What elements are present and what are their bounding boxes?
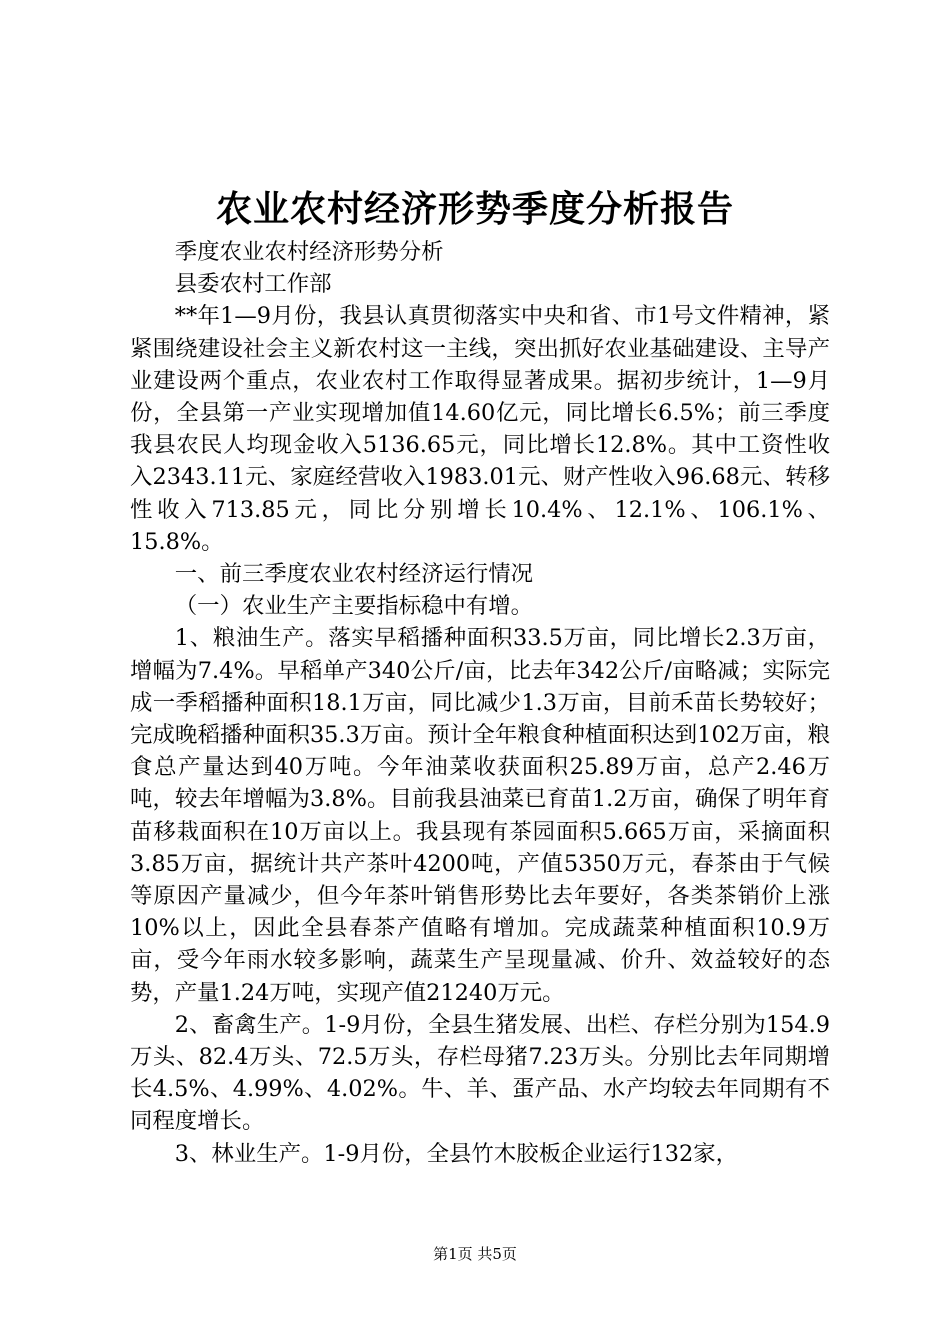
page-number-footer: 第1页 共5页 <box>433 1245 517 1263</box>
document-title: 农业农村经济形势季度分析报告 <box>215 188 734 230</box>
subtitle: 季度农业农村经济形势分析 <box>174 239 444 265</box>
grain-oil-paragraph: 1、粮油生产。落实早稻播种面积33.5万亩，同比增长2.3万亩，增幅为7.4%。早稻单产340公斤/亩，比去年342公斤/亩略减；实际完成一季稻播种面积18.1万亩，同比减少1.3万亩，目前禾苗长势较好；完成晚稻播种面积35.3万亩。预计全年粮食种植面积达到102万亩，粮食总产量达到40万吨。今年油菜收获面积25.89万亩，总产2.46万吨，较去年增幅为3.8%。目前我县油菜已育苗1.2万亩，确保了明年育苗移栽面积在10万亩以上。我县现有茶园面积5.665万亩，采摘面积3.85万亩，据统计共产茶叶4200吨，产值5350万元，春茶由于气候等原因产量减少，但今年茶叶销售形势比去年要好，各类茶销价上涨10%以上，因此全县春茶产值略有增加。完成蔬菜种植面积10.9万亩，受今年雨水较多影响，蔬菜生产呈现量减、价升、效益较好的态势，产量1.24万吨，实现产值21240万元。 <box>130 625 830 1006</box>
subsection-heading: （一）农业生产主要指标稳中有增。 <box>174 593 534 620</box>
intro-paragraph: **年1—9月份，我县认真贯彻落实中央和省、市1号文件精神，紧紧围绕建设社会主义新农村这一主线，突出抓好农业基础建设、主导产业建设两个重点，农业农村工作取得显著成果。据初步统计，1—9月份，全县第一产业实现增加值14.60亿元，同比增长6.5%；前三季度我县农民人均现金收入5136.65元，同比增长12.8%。其中工资性收入2343.11元、家庭经营收入1983.01元、财产性收入96.68元、转移性收入713.85元，同比分别增长10.4%、12.1%、106.1%、15.8%。 <box>130 303 830 555</box>
author-department: 县委农村工作部 <box>174 271 332 298</box>
document-body <box>130 236 830 1170</box>
section-heading: 一、前三季度农业农村经济运行情况 <box>174 561 534 588</box>
livestock-paragraph: 2、畜禽生产。1-9月份，全县生猪发展、出栏、存栏分别为154.9万头、82.4万头、72.5万头，存栏母猪7.23万头。分别比去年同期增长4.5%、4.99%、4.02%。牛、羊、蛋产品、水产均较去年同期有不同程度增长。 <box>130 1011 830 1135</box>
forestry-paragraph: 3、林业生产。1-9月份，全县竹木胶板企业运行132家， <box>174 1140 739 1167</box>
